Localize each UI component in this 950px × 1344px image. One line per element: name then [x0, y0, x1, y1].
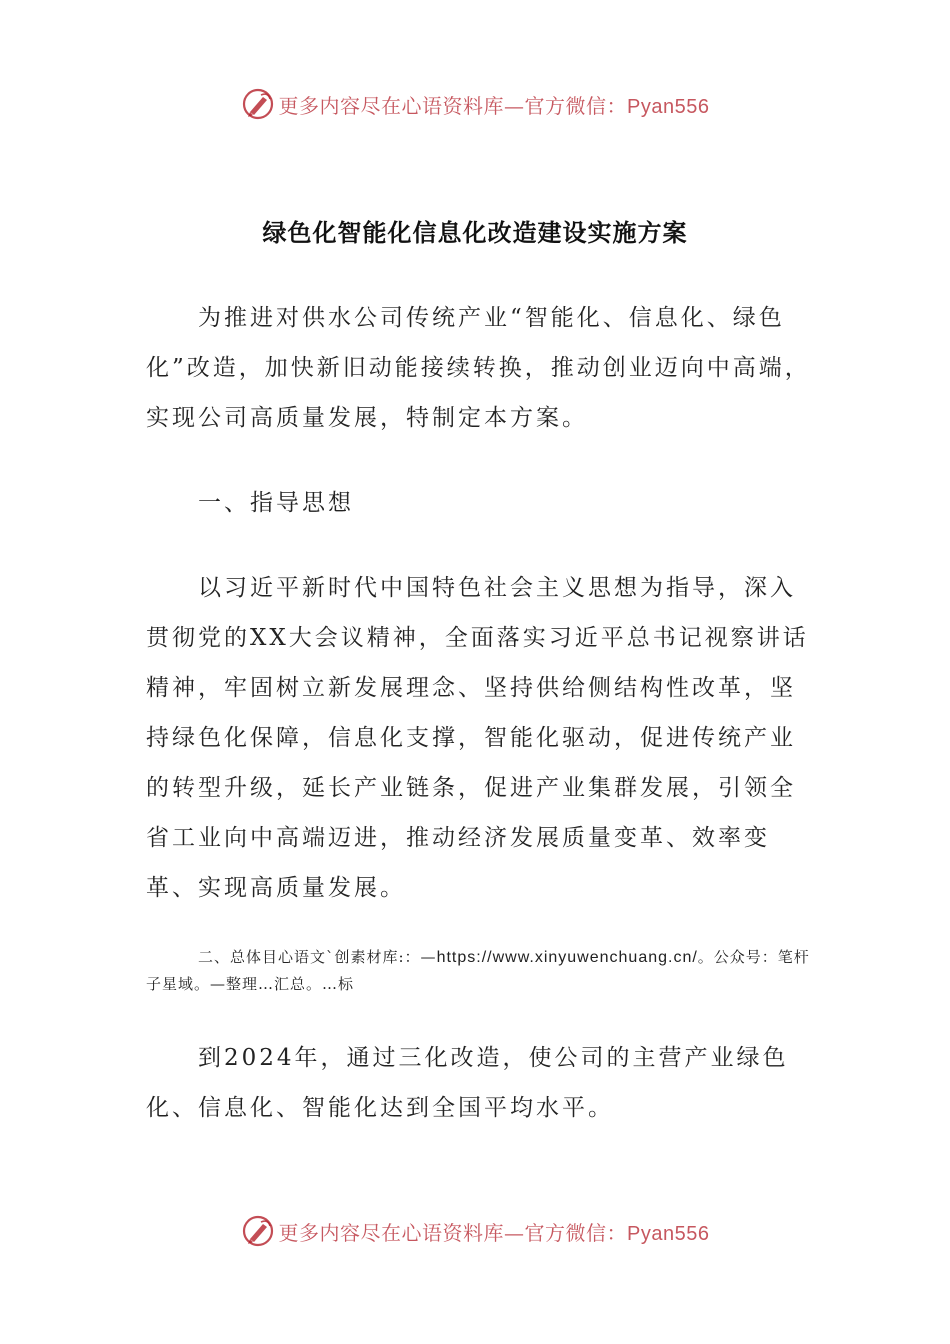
section2-prefix: 二、总体目心语文`创素材库:：— — [198, 948, 437, 966]
guiding-paragraph: 以习近平新时代中国特色社会主义思想为指导，深入贯彻党的XX大会议精神，全面落实习近平总书记视察讲话精神，牢固树立新发展理念、坚持供给侧结构性改革，坚持绿色化保障，信息化支撑，智能化驱动，促进传统产业的转型升级，延长产业链条，促进产业集群发展，引领全省工业向中高端迈进，推动经济发展质量变革、效率变革、实现高质量发展。 — [146, 575, 809, 901]
pen-logo-icon — [241, 1214, 275, 1248]
watermark-text: 更多内容尽在心语资料库—官方微信：Pyan556 — [278, 93, 710, 118]
section-heading-overall-goal — [146, 944, 811, 997]
intro-paragraph: 为推进对供水公司传统产业“智能化、信息化、绿色化”改造，加快新旧动能接续转换，推动创业迈向中高端，实现公司高质量发展，特制定本方案。 — [146, 305, 811, 431]
section2-suffix: 。公众号：笔杆子星域。—整理…汇总。…标 — [146, 948, 810, 993]
pen-logo-icon — [241, 87, 275, 121]
section-heading-guiding-ideology: 一、指导思想 — [198, 490, 354, 516]
goal-paragraph: 到2024年，通过三化改造，使公司的主营产业绿色化、信息化、智能化达到全国平均水平。 — [146, 1045, 789, 1121]
source-url: https://www.xinyuwenchuang.cn/ — [436, 949, 698, 966]
watermark-text: 更多内容尽在心语资料库—官方微信：Pyan556 — [278, 1220, 710, 1245]
watermark-footer — [0, 1209, 950, 1253]
watermark-header — [0, 82, 950, 126]
document-title: 绿色化智能化信息化改造建设实施方案 — [262, 219, 688, 247]
